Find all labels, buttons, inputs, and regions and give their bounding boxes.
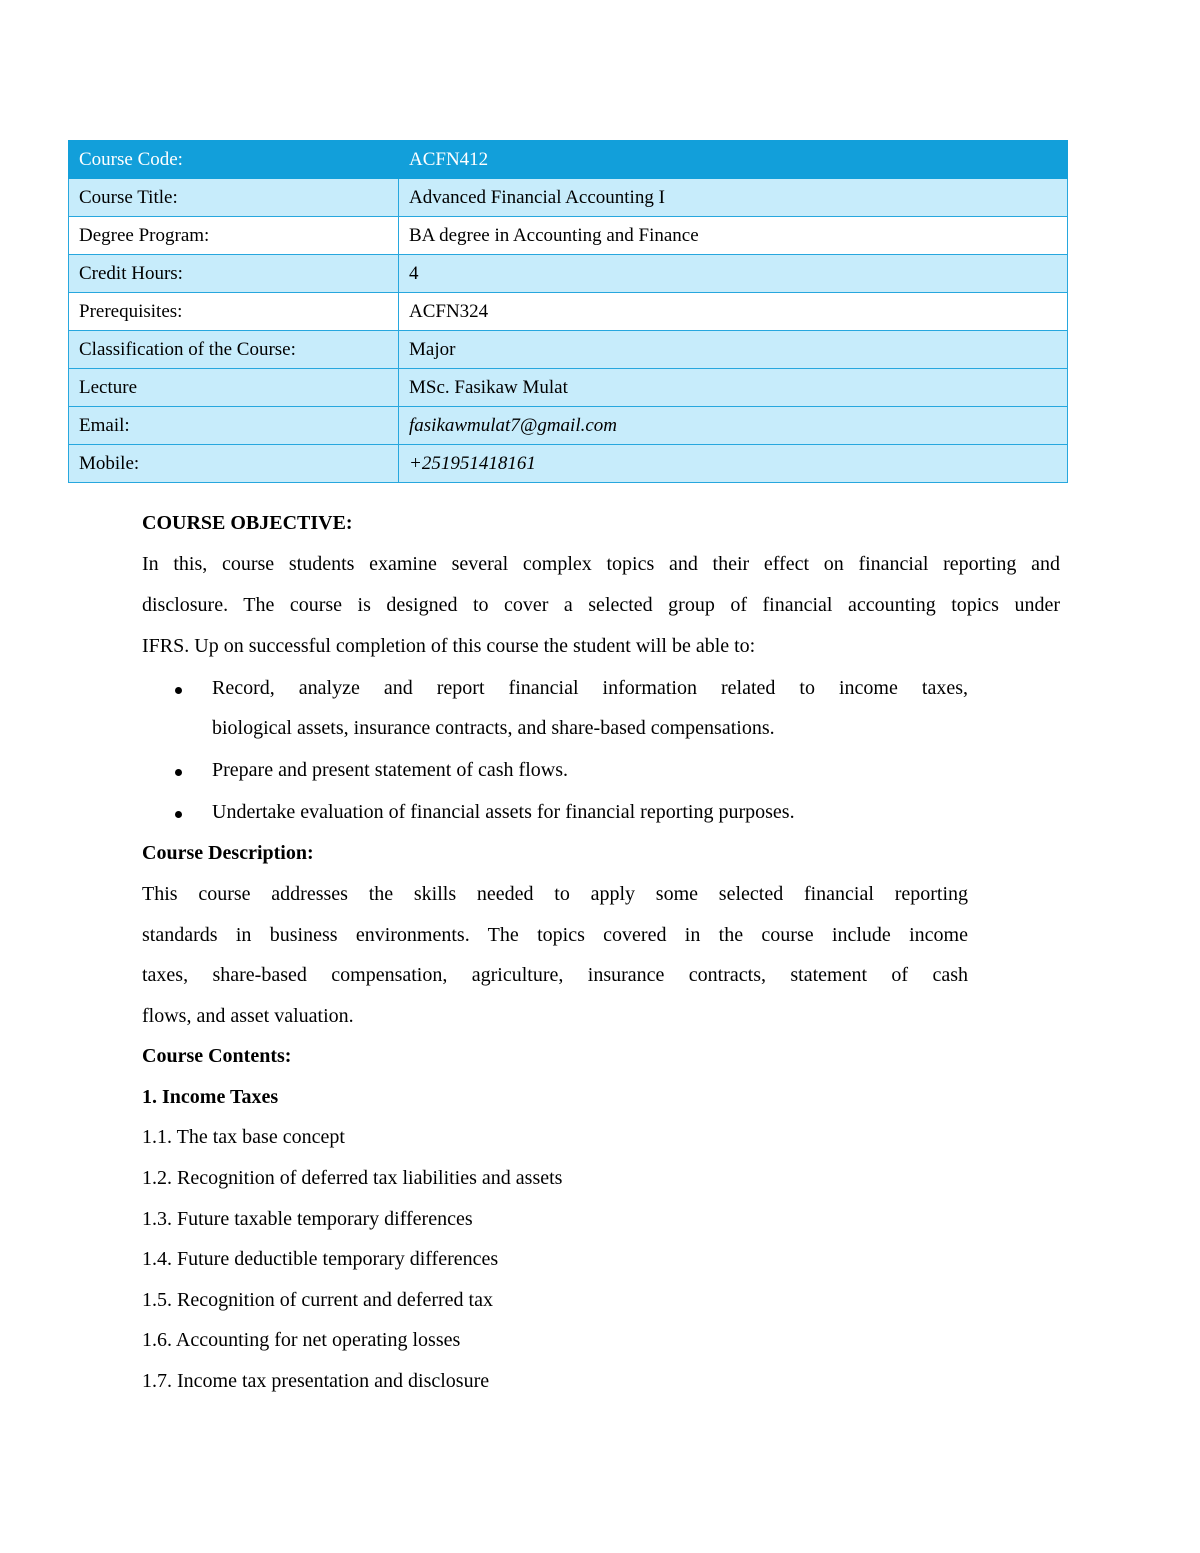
content-item: 1.6. Accounting for net operating losses bbox=[142, 1329, 461, 1351]
prerequisites-label: Prerequisites: bbox=[69, 293, 399, 331]
classification-row bbox=[69, 331, 1068, 369]
content-item: 1.5. Recognition of current and deferred tax bbox=[142, 1289, 493, 1311]
course-title-label: Course Title: bbox=[69, 179, 399, 217]
description-heading: Course Description: bbox=[142, 842, 314, 864]
lecture-label: Lecture bbox=[69, 369, 399, 407]
credit-hours-row bbox=[69, 255, 1068, 293]
course-code-value: ACFN412 bbox=[399, 141, 1068, 179]
chapter-title: 1. Income Taxes bbox=[142, 1086, 279, 1108]
lecture-row bbox=[69, 369, 1068, 407]
degree-program-value: BA degree in Accounting and Finance bbox=[399, 217, 1068, 255]
course-code-label: Course Code: bbox=[69, 141, 399, 179]
objective-heading: COURSE OBJECTIVE: bbox=[142, 512, 353, 534]
bullet-icon bbox=[175, 687, 182, 694]
contents-heading: Course Contents: bbox=[142, 1045, 292, 1067]
mobile-label: Mobile: bbox=[69, 445, 399, 483]
email-value[interactable]: fasikawmulat7@gmail.com bbox=[399, 407, 1068, 445]
course-code-row bbox=[69, 141, 1068, 179]
course-title-row bbox=[69, 179, 1068, 217]
degree-program-row bbox=[69, 217, 1068, 255]
prerequisites-value: ACFN324 bbox=[399, 293, 1068, 331]
content-item: 1.3. Future taxable temporary differences bbox=[142, 1208, 473, 1230]
description-line: flows, and asset valuation. bbox=[142, 1005, 354, 1027]
mobile-value: +251951418161 bbox=[399, 445, 1068, 483]
content-item: 1.4. Future deductible temporary differences bbox=[142, 1248, 499, 1270]
objective-paragraph-line: IFRS. Up on successful completion of this course the student will be able to: bbox=[142, 635, 756, 657]
objective-bullet-line: Undertake evaluation of financial assets for financial reporting purposes. bbox=[212, 801, 795, 823]
objective-paragraph-line: In this, course students examine several complex topics and their effect on financial reporting and bbox=[142, 553, 1060, 575]
lecture-value: MSc. Fasikaw Mulat bbox=[399, 369, 1068, 407]
content-item: 1.2. Recognition of deferred tax liabilities and assets bbox=[142, 1167, 563, 1189]
objective-bullet-line: Record, analyze and report financial information related to income taxes, bbox=[212, 677, 968, 699]
description-line: standards in business environments. The topics covered in the course include income bbox=[142, 924, 968, 946]
content-item: 1.7. Income tax presentation and disclosure bbox=[142, 1370, 490, 1392]
description-line: This course addresses the skills needed to apply some selected financial reporting bbox=[142, 883, 968, 905]
classification-value: Major bbox=[399, 331, 1068, 369]
credit-hours-value: 4 bbox=[399, 255, 1068, 293]
prerequisites-row bbox=[69, 293, 1068, 331]
course-title-value: Advanced Financial Accounting I bbox=[399, 179, 1068, 217]
bullet-icon bbox=[175, 769, 182, 776]
objective-paragraph-line: disclosure. The course is designed to cover a selected group of financial accounting topics under bbox=[142, 594, 1060, 616]
credit-hours-label: Credit Hours: bbox=[69, 255, 399, 293]
email-label: Email: bbox=[69, 407, 399, 445]
email-row bbox=[69, 407, 1068, 445]
description-line: taxes, share-based compensation, agriculture, insurance contracts, statement of cash bbox=[142, 964, 968, 986]
classification-label: Classification of the Course: bbox=[69, 331, 399, 369]
bullet-icon bbox=[175, 811, 182, 818]
objective-bullet-line: biological assets, insurance contracts, and share-based compensations. bbox=[212, 717, 775, 739]
content-item: 1.1. The tax base concept bbox=[142, 1126, 345, 1148]
degree-program-label: Degree Program: bbox=[69, 217, 399, 255]
mobile-row bbox=[69, 445, 1068, 483]
objective-bullet-line: Prepare and present statement of cash flows. bbox=[212, 759, 568, 781]
course-info-table bbox=[68, 140, 1068, 483]
